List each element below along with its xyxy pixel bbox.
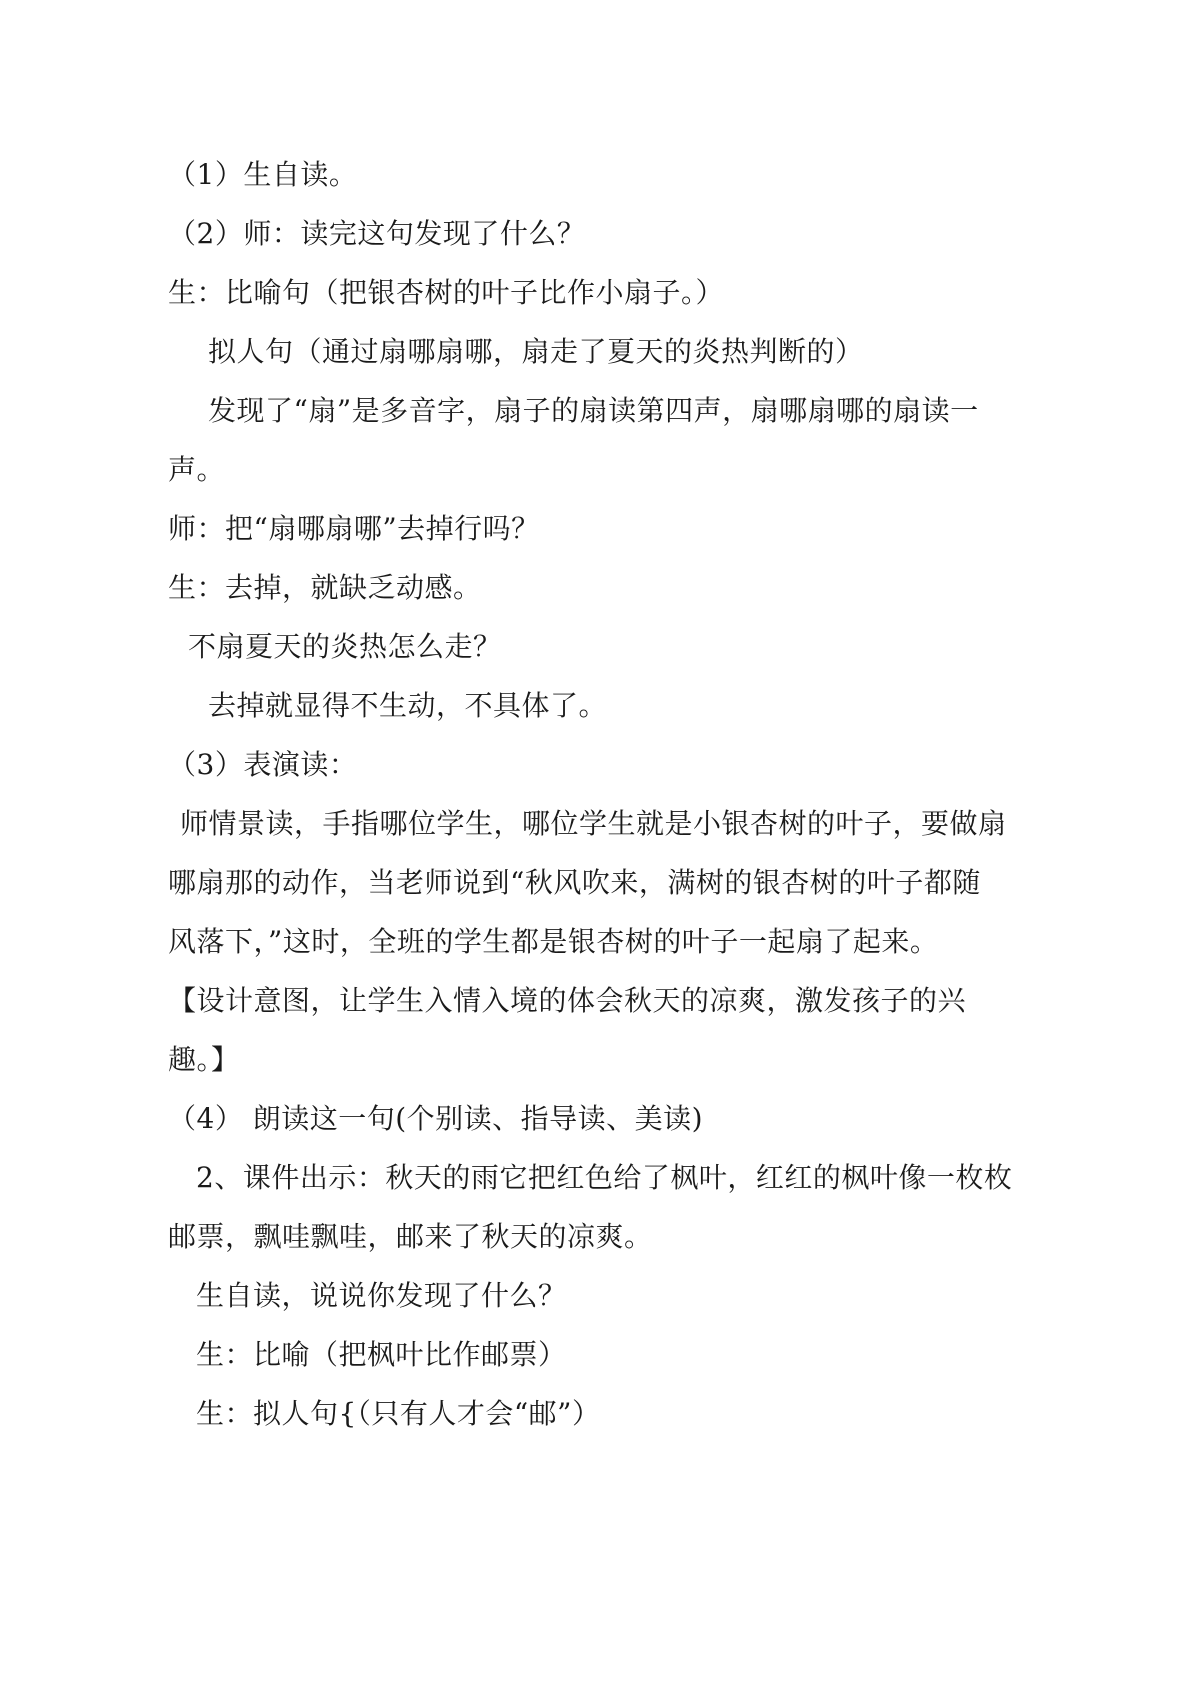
text-line: 声。: [168, 453, 226, 486]
text-line: 风落下，”这时，全班的学生都是银杏树的叶子一起扇了起来。: [168, 925, 939, 958]
text-line: 不扇夏天的炎热怎么走？: [188, 630, 502, 663]
text-line: 去掉就显得不生动，不具体了。: [208, 689, 608, 722]
text-line: 拟人句（通过扇哪扇哪，扇走了夏天的炎热判断的）: [208, 335, 864, 368]
text-line: 生：拟人句{（只有人才会“邮”）: [196, 1397, 601, 1430]
text-line: （3）表演读：: [168, 748, 358, 781]
text-line: 趣。】: [168, 1043, 240, 1076]
text-line: （2）师：读完这句发现了什么？: [168, 217, 586, 250]
text-line: 师情景读，手指哪位学生，哪位学生就是小银杏树的叶子，要做扇: [180, 807, 1007, 840]
text-line: 生自读，说说你发现了什么？: [196, 1279, 567, 1312]
text-line: 邮票，飘哇飘哇，邮来了秋天的凉爽。: [168, 1220, 653, 1253]
text-line: 2、课件出示：秋天的雨它把红色给了枫叶，红红的枫叶像一枚枚: [196, 1161, 1013, 1194]
text-line: 发现了“扇”是多音字，扇子的扇读第四声，扇哪扇哪的扇读一: [208, 394, 979, 427]
text-line: 师：把“扇哪扇哪”去掉行吗？: [168, 512, 540, 545]
text-line: （4） 朗读这一句(个别读、指导读、美读): [168, 1102, 704, 1135]
text-line: （1）生自读。: [168, 158, 358, 191]
text-line: 生：去掉，就缺乏动感。: [168, 571, 482, 604]
text-line: 生：比喻句（把银杏树的叶子比作小扇子。）: [168, 276, 725, 309]
text-line: 【设计意图，让学生入情入境的体会秋天的凉爽，激发孩子的兴: [168, 984, 967, 1017]
text-line: 哪扇那的动作，当老师说到“秋风吹来，满树的银杏树的叶子都随: [168, 866, 981, 899]
text-line: 生：比喻（把枫叶比作邮票）: [196, 1338, 567, 1371]
